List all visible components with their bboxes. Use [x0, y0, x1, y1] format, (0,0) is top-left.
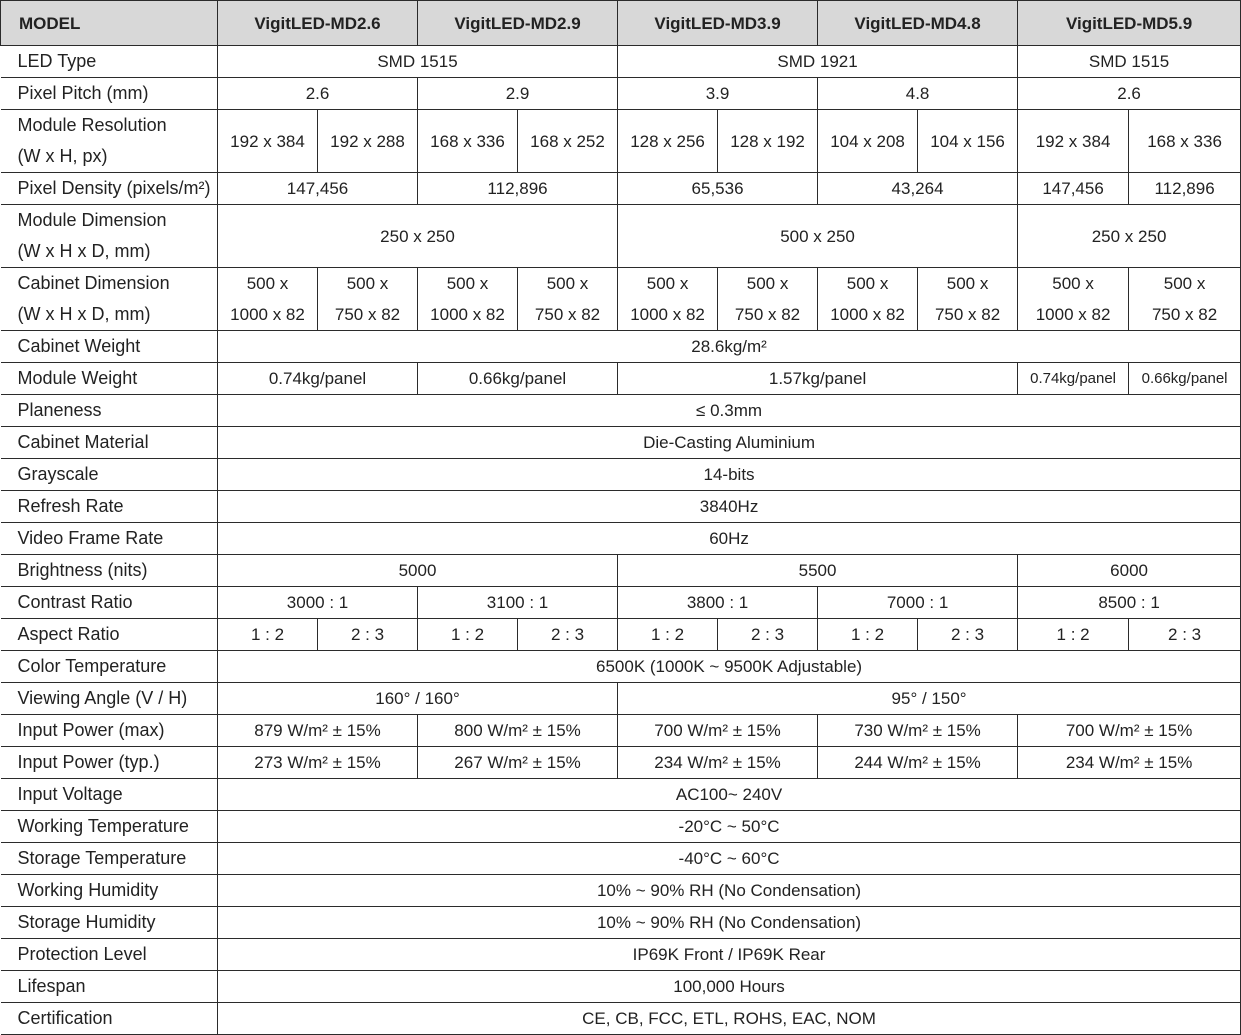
table-row — [1, 587, 1241, 619]
row-label: Grayscale — [1, 459, 218, 491]
table-cell: CE, CB, FCC, ETL, ROHS, EAC, NOM — [218, 1003, 1241, 1035]
table-cell: 0.74kg/panel — [1018, 363, 1129, 395]
model-md48-header: VigitLED-MD4.8 — [818, 1, 1018, 46]
table-row — [1, 875, 1241, 907]
table-cell: 1 : 2 — [818, 619, 918, 651]
table-cell — [718, 268, 818, 331]
table-cell — [418, 268, 518, 331]
row-label: Input Power (max) — [1, 715, 218, 747]
table-row — [1, 427, 1241, 459]
cell-line: 750 x 82 — [334, 305, 401, 324]
table-cell: 10% ~ 90% RH (No Condensation) — [218, 875, 1241, 907]
row-label: Cabinet Material — [1, 427, 218, 459]
model-md29-header: VigitLED-MD2.9 — [418, 1, 618, 46]
table-row — [1, 46, 1241, 78]
table-row — [1, 971, 1241, 1003]
row-label: Storage Temperature — [1, 843, 218, 875]
table-cell: SMD 1921 — [618, 46, 1018, 78]
table-cell: 6500K (1000K ~ 9500K Adjustable) — [218, 651, 1241, 683]
table-cell: 128 x 192 — [718, 110, 818, 173]
row-label-line: Cabinet Dimension — [17, 273, 170, 293]
table-cell: 267 W/m² ± 15% — [418, 747, 618, 779]
table-cell: 192 x 384 — [218, 110, 318, 173]
table-row — [1, 1003, 1241, 1035]
table-cell: 1 : 2 — [218, 619, 318, 651]
table-cell: 43,264 — [818, 173, 1018, 205]
cell-line: 750 x 82 — [934, 305, 1001, 324]
table-cell: 1 : 2 — [1018, 619, 1129, 651]
cell-line: 500 x — [746, 274, 789, 293]
table-row — [1, 683, 1241, 715]
table-cell: 2 : 3 — [1129, 619, 1241, 651]
table-cell — [618, 268, 718, 331]
table-cell: 0.66kg/panel — [418, 363, 618, 395]
table-row — [1, 779, 1241, 811]
table-cell: 147,456 — [1018, 173, 1129, 205]
table-cell: 879 W/m² ± 15% — [218, 715, 418, 747]
table-row — [1, 939, 1241, 971]
table-cell: 8500 : 1 — [1018, 587, 1241, 619]
table-cell — [1129, 268, 1241, 331]
table-cell: 2 : 3 — [718, 619, 818, 651]
table-cell: 10% ~ 90% RH (No Condensation) — [218, 907, 1241, 939]
table-cell: 2.9 — [418, 78, 618, 110]
table-cell: 65,536 — [618, 173, 818, 205]
table-cell: 128 x 256 — [618, 110, 718, 173]
table-cell — [218, 268, 318, 331]
table-row — [1, 651, 1241, 683]
row-label: Cabinet Weight — [1, 331, 218, 363]
cell-line: 500 x — [846, 274, 889, 293]
table-cell: 2 : 3 — [318, 619, 418, 651]
table-cell: AC100~ 240V — [218, 779, 1241, 811]
table-cell: 7000 : 1 — [818, 587, 1018, 619]
row-label: Brightness (nits) — [1, 555, 218, 587]
row-label: Lifespan — [1, 971, 218, 1003]
table-cell: 3800 : 1 — [618, 587, 818, 619]
table-cell: 3100 : 1 — [418, 587, 618, 619]
table-cell: Die-Casting Aluminium — [218, 427, 1241, 459]
table-cell: 147,456 — [218, 173, 418, 205]
row-label: Working Humidity — [1, 875, 218, 907]
table-cell: 14-bits — [218, 459, 1241, 491]
table-cell: 250 x 250 — [1018, 205, 1241, 268]
table-cell: 1 : 2 — [418, 619, 518, 651]
table-cell: IP69K Front / IP69K Rear — [218, 939, 1241, 971]
model-md39-header: VigitLED-MD3.9 — [618, 1, 818, 46]
table-cell: 5500 — [618, 555, 1018, 587]
table-cell: 100,000 Hours — [218, 971, 1241, 1003]
table-row — [1, 523, 1241, 555]
table-cell: 3.9 — [618, 78, 818, 110]
table-row — [1, 715, 1241, 747]
table-cell: 60Hz — [218, 523, 1241, 555]
cell-line: 750 x 82 — [534, 305, 601, 324]
row-label-line: Module Resolution — [17, 115, 167, 135]
cell-line: 1000 x 82 — [830, 305, 905, 324]
row-label: Aspect Ratio — [1, 619, 218, 651]
table-cell: SMD 1515 — [1018, 46, 1241, 78]
row-label: Refresh Rate — [1, 491, 218, 523]
table-cell: 168 x 336 — [1129, 110, 1241, 173]
cell-line: 500 x — [1052, 274, 1094, 293]
table-cell: 2.6 — [218, 78, 418, 110]
cell-line: 1000 x 82 — [1035, 305, 1111, 324]
cell-line: 1000 x 82 — [230, 305, 305, 324]
cell-line: 1000 x 82 — [430, 305, 505, 324]
table-row — [1, 459, 1241, 491]
table-row — [1, 843, 1241, 875]
row-label: Input Power (typ.) — [1, 747, 218, 779]
table-cell: 2 : 3 — [918, 619, 1018, 651]
model-md26-header: VigitLED-MD2.6 — [218, 1, 418, 46]
table-cell: 112,896 — [1129, 173, 1241, 205]
table-cell: ≤ 0.3mm — [218, 395, 1241, 427]
table-cell: 3000 : 1 — [218, 587, 418, 619]
cell-line: 500 x — [346, 274, 389, 293]
table-cell: 2.6 — [1018, 78, 1241, 110]
row-label: Video Frame Rate — [1, 523, 218, 555]
table-cell — [1018, 268, 1129, 331]
table-row — [1, 173, 1241, 205]
cell-line: 750 x 82 — [734, 305, 801, 324]
table-cell: 192 x 288 — [318, 110, 418, 173]
cell-line: 500 x — [1163, 274, 1206, 293]
row-label: LED Type — [1, 46, 218, 78]
cell-line: 500 x — [646, 274, 689, 293]
table-row — [1, 619, 1241, 651]
table-cell: 168 x 252 — [518, 110, 618, 173]
table-cell: 700 W/m² ± 15% — [618, 715, 818, 747]
table-row — [1, 907, 1241, 939]
table-cell: 168 x 336 — [418, 110, 518, 173]
table-cell — [818, 268, 918, 331]
row-label: Module Weight — [1, 363, 218, 395]
row-label: Input Voltage — [1, 779, 218, 811]
row-label — [1, 268, 218, 331]
table-cell: 700 W/m² ± 15% — [1018, 715, 1241, 747]
table-cell: 234 W/m² ± 15% — [1018, 747, 1241, 779]
table-row — [1, 395, 1241, 427]
row-label: Protection Level — [1, 939, 218, 971]
table-row — [1, 811, 1241, 843]
table-cell: -40°C ~ 60°C — [218, 843, 1241, 875]
row-label: Pixel Density (pixels/m²) — [1, 173, 218, 205]
table-cell: 3840Hz — [218, 491, 1241, 523]
table-cell: SMD 1515 — [218, 46, 618, 78]
table-cell: 6000 — [1018, 555, 1241, 587]
header-row — [1, 1, 1241, 46]
table-row — [1, 555, 1241, 587]
table-cell: 1 : 2 — [618, 619, 718, 651]
model-md59-header: VigitLED-MD5.9 — [1018, 1, 1241, 46]
cell-line: 500 x — [446, 274, 489, 293]
model-header: MODEL — [1, 1, 218, 46]
table-cell: 2 : 3 — [518, 619, 618, 651]
table-cell: 28.6kg/m² — [218, 331, 1241, 363]
cell-line: 750 x 82 — [1151, 305, 1218, 324]
table-cell: 730 W/m² ± 15% — [818, 715, 1018, 747]
table-cell: 0.74kg/panel — [218, 363, 418, 395]
cell-line: 500 x — [246, 274, 289, 293]
cell-line: 1000 x 82 — [630, 305, 705, 324]
table-cell: -20°C ~ 50°C — [218, 811, 1241, 843]
table-cell: 5000 — [218, 555, 618, 587]
table-cell: 244 W/m² ± 15% — [818, 747, 1018, 779]
row-label: Working Temperature — [1, 811, 218, 843]
table-cell: 234 W/m² ± 15% — [618, 747, 818, 779]
row-label — [1, 205, 218, 268]
table-cell: 104 x 208 — [818, 110, 918, 173]
row-label-line: (W x H, px) — [17, 146, 108, 166]
table-cell: 0.66kg/panel — [1129, 363, 1241, 395]
row-label-line: (W x H x D, mm) — [17, 241, 151, 261]
row-label: Certification — [1, 1003, 218, 1035]
table-cell — [318, 268, 418, 331]
table-row — [1, 78, 1241, 110]
table-row — [1, 205, 1241, 268]
table-cell: 160° / 160° — [218, 683, 618, 715]
row-label: Planeness — [1, 395, 218, 427]
row-label: Storage Humidity — [1, 907, 218, 939]
table-cell: 800 W/m² ± 15% — [418, 715, 618, 747]
table-row — [1, 331, 1241, 363]
table-row — [1, 363, 1241, 395]
row-label: Viewing Angle (V / H) — [1, 683, 218, 715]
row-label: Pixel Pitch (mm) — [1, 78, 218, 110]
table-cell: 95° / 150° — [618, 683, 1241, 715]
row-label: Contrast Ratio — [1, 587, 218, 619]
row-label-line: Module Dimension — [17, 210, 167, 230]
row-label: Color Temperature — [1, 651, 218, 683]
table-cell: 500 x 250 — [618, 205, 1018, 268]
table-cell: 112,896 — [418, 173, 618, 205]
table-row — [1, 491, 1241, 523]
table-row — [1, 110, 1241, 173]
table-cell: 192 x 384 — [1018, 110, 1129, 173]
table-row — [1, 268, 1241, 331]
cell-line: 500 x — [946, 274, 989, 293]
table-cell: 4.8 — [818, 78, 1018, 110]
table-cell — [518, 268, 618, 331]
table-cell: 104 x 156 — [918, 110, 1018, 173]
row-label-line: (W x H x D, mm) — [17, 304, 151, 324]
table-cell: 1.57kg/panel — [618, 363, 1018, 395]
table-cell — [918, 268, 1018, 331]
row-label — [1, 110, 218, 173]
table-cell: 273 W/m² ± 15% — [218, 747, 418, 779]
cell-line: 500 x — [546, 274, 589, 293]
table-cell: 250 x 250 — [218, 205, 618, 268]
table-row — [1, 747, 1241, 779]
